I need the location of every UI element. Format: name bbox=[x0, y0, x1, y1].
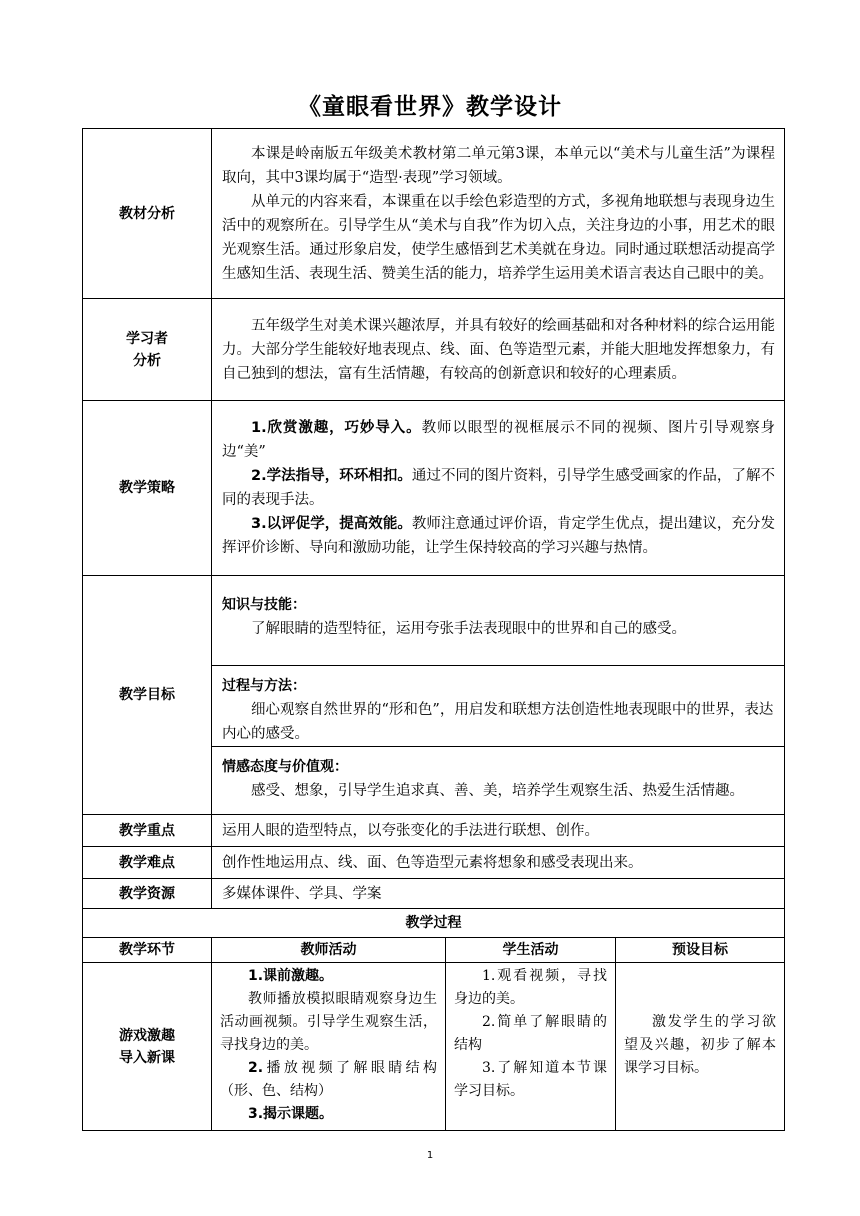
strategy-item: 2.学法指导，环环相扣。通过不同的图片资料，引导学生感受画家的作品，了解不同的表现手法。 bbox=[222, 468, 775, 508]
difficult-points-text: 创作性地运用点、线、面、色等造型元素将想象和感受表现出来。 bbox=[212, 847, 785, 879]
teacher-step: 教师播放模拟眼睛观察身边生活动画视频。引导学生观察生活，寻找身边的美。 bbox=[220, 991, 437, 1053]
label-material-analysis: 教材分析 bbox=[83, 129, 212, 299]
resources-text: 多媒体课件、学具、学案 bbox=[212, 879, 785, 909]
label-teaching-strategy: 教学策略 bbox=[83, 401, 212, 576]
teacher-activity bbox=[212, 963, 446, 1131]
label-key-points: 教学重点 bbox=[83, 815, 212, 847]
student-step: 2.简单了解眼睛的结构 bbox=[454, 1014, 607, 1053]
objective-knowledge: 知识与技能： 了解眼睛的造型特征，运用夸张手法表现眼中的世界和自己的感受。 bbox=[222, 597, 686, 637]
student-step: 3.了解知道本节课学习目标。 bbox=[454, 1060, 607, 1099]
teaching-strategy-text bbox=[212, 401, 785, 576]
material-paragraph: 本课是岭南版五年级美术教材第二单元第3课，本单元以“美术与儿童生活”为课程取向，其中3课均属于“造型·表现”学习领域。 bbox=[222, 145, 775, 186]
objective-process: 过程与方法： 细心观察自然世界的“形和色”，用启发和联想方法创造性地表现眼中的世界，表达内心的感受。 bbox=[212, 665, 784, 746]
row-teaching-objectives bbox=[83, 576, 785, 815]
document-title: 《童眼看世界》教学设计 bbox=[298, 94, 562, 120]
row-teaching-strategy bbox=[83, 401, 785, 576]
row-material-analysis bbox=[83, 129, 785, 299]
label-teaching-objectives: 教学目标 bbox=[83, 576, 212, 815]
preset-goal: 激发学生的学习欲望及兴趣，初步了解本课学习目标。 bbox=[616, 963, 785, 1131]
row-resources bbox=[83, 879, 785, 909]
row-process-title bbox=[83, 909, 785, 938]
teacher-step: 2.播放视频了解眼睛结构（形、色、结构） bbox=[220, 1060, 437, 1099]
teacher-step: 1.课前激趣。 bbox=[248, 968, 334, 984]
label-learner-analysis: 学习者 分析 bbox=[83, 299, 212, 401]
header-student: 学生活动 bbox=[446, 938, 616, 963]
process-title: 教学过程 bbox=[83, 909, 785, 938]
label-resources: 教学资源 bbox=[83, 879, 212, 909]
row-learner-analysis bbox=[83, 299, 785, 401]
learner-analysis-text: 五年级学生对美术课兴趣浓厚，并具有较好的绘画基础和对各种材料的综合运用能力。大部分学生能较好地表现点、线、面、色等造型元素，并能大胆地发挥想象力，有自己独到的想法，富有生活情趣，有较高的创新意识和较好的心理素质。 bbox=[212, 299, 785, 401]
material-analysis-text bbox=[212, 129, 785, 299]
strategy-item: 3.以评促学，提高效能。教师注意通过评价语，肯定学生优点，提出建议，充分发挥评价诊断、导向和激励功能，让学生保持较高的学习兴趣与热情。 bbox=[222, 516, 775, 556]
row-key-points bbox=[83, 815, 785, 847]
teacher-step: 3.揭示课题。 bbox=[248, 1106, 334, 1122]
teaching-objectives-cell bbox=[212, 576, 785, 815]
strategy-item: 1.欣赏激趣，巧妙导入。教师以眼型的视框展示不同的视频、图片引导观察身边“美” bbox=[222, 420, 775, 460]
page-number: 1 bbox=[426, 1150, 434, 1161]
objective-emotion: 情感态度与价值观： 感受、想象，引导学生追求真、善、美，培养学生观察生活、热爱生活情趣。 bbox=[212, 746, 784, 811]
header-stage: 教学环节 bbox=[83, 938, 212, 963]
key-points-text: 运用人眼的造型特点，以夸张变化的手法进行联想、创作。 bbox=[212, 815, 785, 847]
header-goal: 预设目标 bbox=[616, 938, 785, 963]
lesson-design-table bbox=[82, 128, 785, 1131]
label-difficult-points: 教学难点 bbox=[83, 847, 212, 879]
stage-intro: 游戏激趣 导入新课 bbox=[83, 963, 212, 1131]
row-difficult-points bbox=[83, 847, 785, 879]
material-paragraph: 从单元的内容来看，本课重在以手绘色彩造型的方式，多视角地联想与表现身边生活中的观察所在。引导学生从“美术与自我”作为切入点，关注身边的小事，用艺术的眼光观察生活。通过形象启发，使学生感悟到艺术美就在身边。同时通过联想活动提高学生感知生活、表现生活、赞美生活的能力，培养学生运用美术语言表达自己眼中的美。 bbox=[222, 193, 775, 282]
row-process-headers bbox=[83, 938, 785, 963]
row-process-intro bbox=[83, 963, 785, 1131]
student-activity bbox=[446, 963, 616, 1131]
student-step: 1.观看视频，寻找身边的美。 bbox=[454, 968, 607, 1007]
header-teacher: 教师活动 bbox=[212, 938, 446, 963]
